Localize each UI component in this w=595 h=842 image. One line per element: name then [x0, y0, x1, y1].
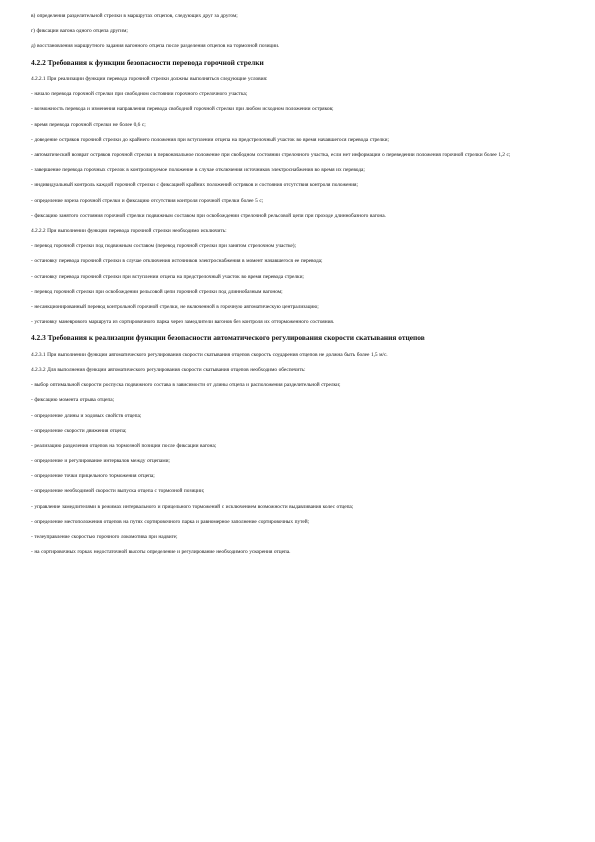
paragraph-4-2-3-1: 4.2.3.1 При выполнении функции автоматического регулирования скорости скатывания отцепов скорость соударения отцепов не должна быть более 1,5 м/с. [31, 351, 388, 358]
paragraph-4-2-3-2: 4.2.3.2 Для выполнения функции автоматического регулирования скорости скатывания отцепов необходимо обеспечить: [31, 366, 306, 373]
list-item: - начало перевода горочной стрелки при свободном состоянии горочного стрелочного участка; [31, 91, 248, 98]
paragraph-4-2-2-1: 4.2.2.1 При реализации функции перевода горочной стрелки должны выполняться следующие условия: [31, 76, 268, 83]
list-item: - выбор оптимальной скорости роспуска подвижного состава в зависимости от длины отцепа и расположения разделительной стрелки; [31, 382, 341, 389]
list-item: д) восстановления маршрутного задания вагонного отцепа после разделения отцепов на тормозной позиции. [31, 43, 280, 50]
list-item: - фиксацию занятого состояния горочной стрелки подвижным составом при освобождении стрелочной рельсовой цепи при проходе длиннобазного вагона. [31, 212, 386, 219]
paragraph-4-2-2-2: 4.2.2.2 При выполнении функции перевода горочной стрелки необходимо исключить: [31, 227, 227, 234]
list-item: - определение длины и ходовых свойств отцепа; [31, 412, 142, 419]
list-item: - автоматический возврат остряков горочной стрелки в первоначальное положение при свободном состоянии стрелочного участка, если нет информации о переведении положения горочной стрелки более 1,2 с; [31, 152, 511, 158]
list-item: - на сортировочных горках недостаточной высоты определение и регулирование необходимого ускорения отцепа. [31, 549, 291, 556]
list-item: - несанкционированный перевод контрольной горочной стрелки, не включенной в горочную автоматическую централизацию; [31, 303, 319, 310]
list-item: - завершение перевода горочных стрелок в контролируемое положение в случае отключения источников электроснабжения во время их перевода; [31, 167, 365, 174]
section-heading-4-2-3: 4.2.3 Требования к реализации функции безопасности автоматического регулирования скорости скатывания отцепов [31, 333, 425, 343]
section-heading-4-2-2: 4.2.2 Требования к функции безопасности перевода горочной стрелки [31, 57, 264, 67]
list-item: - перевод горочной стрелки под подвижным составом (перевод горочной стрелки при занятом стрелочном участке); [31, 243, 296, 250]
list-item: - доведение остряков горочной стрелки до крайнего положения при вступлении отцепа на предстрелочный участок во время начавшегося перевода стрелки; [31, 136, 389, 143]
list-item: в) определения разделительной стрелки в маршрутах отцепов, следующих друг за другом; [31, 13, 238, 19]
list-item: - возможность перевода и изменения направления перевода свободной горочной стрелки при любом исходном положении остряков; [31, 106, 334, 113]
list-item: - управление замедлителями в режимах интервального и прицельного торможений с исключением возможности выдавливания колес отцепа; [31, 503, 354, 510]
list-item: г) фиксации вагона одного отцепа другим; [31, 28, 128, 35]
list-item: - определение и регулирование интервалов между отцепами; [31, 458, 170, 465]
list-item: - перевод горочной стрелки при освобождении рельсовой цепи горочной стрелки под длиннобазным вагоном; [31, 288, 283, 295]
list-item: - фиксацию момента отрыва отцепа; [31, 397, 115, 404]
list-item: - телеуправление скоростью горочного локомотива при надвиге; [31, 534, 178, 540]
list-item: - остановку перевода горочной стрелки в случае отключения источников электроснабжения в момент начавшегося ее перевода; [31, 258, 323, 265]
list-item: - определение местоположения отцепов на путях сортировочного парка и равномерное заполнение сортировочных путей; [31, 518, 310, 525]
list-item: - индивидуальный контроль каждой горочной стрелки с фиксацией крайних положений остряков и состояния отсутствия контроля положения; [31, 182, 358, 189]
list-item: - определение точки прицельного торможения отцепа; [31, 473, 155, 480]
list-item: - установку маневрового маршрута из сортировочного парка через замедлители вагонов без контроля их отторможенного состояния. [31, 319, 335, 326]
list-item: - остановку перевода горочной стрелки при вступлении отцепа на предстрелочный участок во время перевода стрелки; [31, 273, 304, 280]
list-item: - реализацию разделения отцепов на тормозной позиции после фиксации вагона; [31, 442, 217, 449]
list-item: - определение необходимой скорости выпуска отцепа с тормозной позиции; [31, 488, 205, 495]
list-item: - время перевода горочной стрелки не более 0,6 с; [31, 121, 146, 128]
list-item: - определение скорости движения отцепа; [31, 427, 127, 434]
list-item: - определение взреза горочной стрелки и фиксацию отсутствия контроля горочной стрелки более 5 с; [31, 197, 264, 204]
